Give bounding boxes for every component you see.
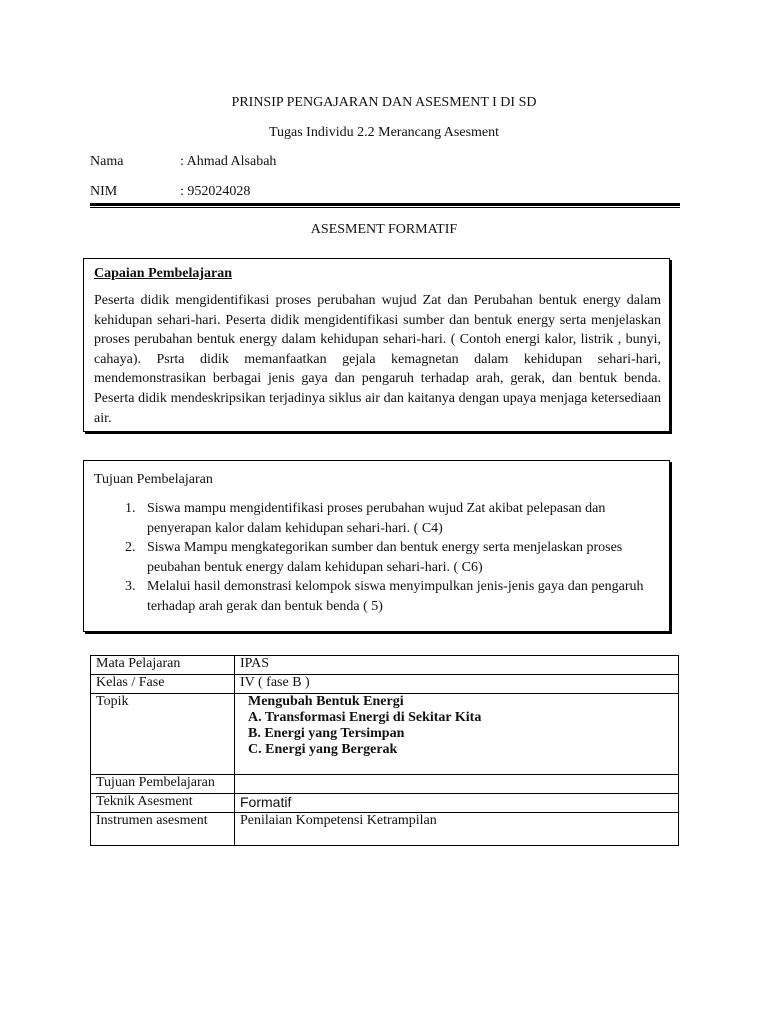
tujuan-pembelajaran-box [83,460,670,632]
goal-item: 3. Melalui hasil demonstrasi kelompok siswa menyimpulkan jenis-jenis gaya dan pengaruh terhadap arah gerak dan bentuk benda ( 5) [139,577,661,616]
capaian-text: Peserta didik mengidentifikasi proses perubahan wujud Zat dan Perubahan bentuk energy dalam kehidupan sehari-hari. Peserta didik mengidentifikasi sumber dan bentuk energy serta menjelaskan proses perubahan bentuk energy dalam kehidupan sehari-hari. ( Contoh energi kalor, listrik , bunyi, cahaya). Psrta didik memanfaatkan gejala kemagnetan dalam kehidupan sehari-hari, mendemonstrasikan berbagai jenis gaya dan pengaruh terhadap arah, gerak, dan bentuk benda. Peserta didik mendeskripsikan terjadinya siklus air dan kaitanya dengan upaya menjaga ketersediaan air. [94,293,661,426]
nim-value: : 952024028 [180,184,251,199]
document-title: PRINSIP PENGAJARAN DAN ASESMENT I DI SD [231,95,537,110]
table-row [91,694,679,775]
teknik-label: Teknik Asesment [91,794,235,813]
document-subtitle: Tugas Individu 2.2 Merancang Asesment [268,125,500,140]
mapel-label: Mata Pelajaran [91,656,235,675]
section-title: ASESMENT FORMATIF [310,222,458,237]
topik-item: A. Transformasi Energi di Sekitar Kita [248,710,482,725]
tujuan-heading: Tujuan Pembelajaran [94,472,213,487]
name-value: : Ahmad Alsabah [180,154,277,169]
header-divider [90,203,680,208]
topik-item: B. Energi yang Tersimpan [248,726,405,741]
assessment-info-table [90,655,679,846]
topik-label: Topik [91,694,235,775]
mapel-value: IPAS [235,656,679,675]
name-label: Nama [90,154,124,169]
tujuan-label: Tujuan Pembelajaran [91,775,235,794]
capaian-pembelajaran-box [83,258,670,432]
tujuan-value [235,775,679,794]
teknik-value: Formatif [235,794,679,813]
capaian-heading: Capaian Pembelajaran [94,266,233,281]
instrumen-value: Penilaian Kompetensi Ketrampilan [235,813,679,846]
topik-cell [235,694,679,775]
goal-list [94,499,661,616]
table-row [91,813,679,846]
kelas-value: IV ( fase B ) [235,675,679,694]
goal-item: 1. Siswa mampu mengidentifikasi proses perubahan wujud Zat akibat pelepasan dan penyerapan kalor dalam kehidupan sehari-hari. ( C4) [139,499,661,538]
table-row [91,675,679,694]
table-row [91,656,679,675]
kelas-label: Kelas / Fase [91,675,235,694]
goal-item: 2. Siswa Mampu mengkategorikan sumber dan bentuk energy serta menjelaskan proses peubahan bentuk energy dalam kehidupan sehari-hari. ( C6) [139,538,661,577]
instrumen-label: Instrumen asesment [91,813,235,846]
table-row [91,794,679,813]
topik-item: C. Energi yang Bergerak [248,742,398,757]
topik-title: Mengubah Bentuk Energi [248,694,404,709]
table-row [91,775,679,794]
nim-label: NIM [90,184,118,199]
